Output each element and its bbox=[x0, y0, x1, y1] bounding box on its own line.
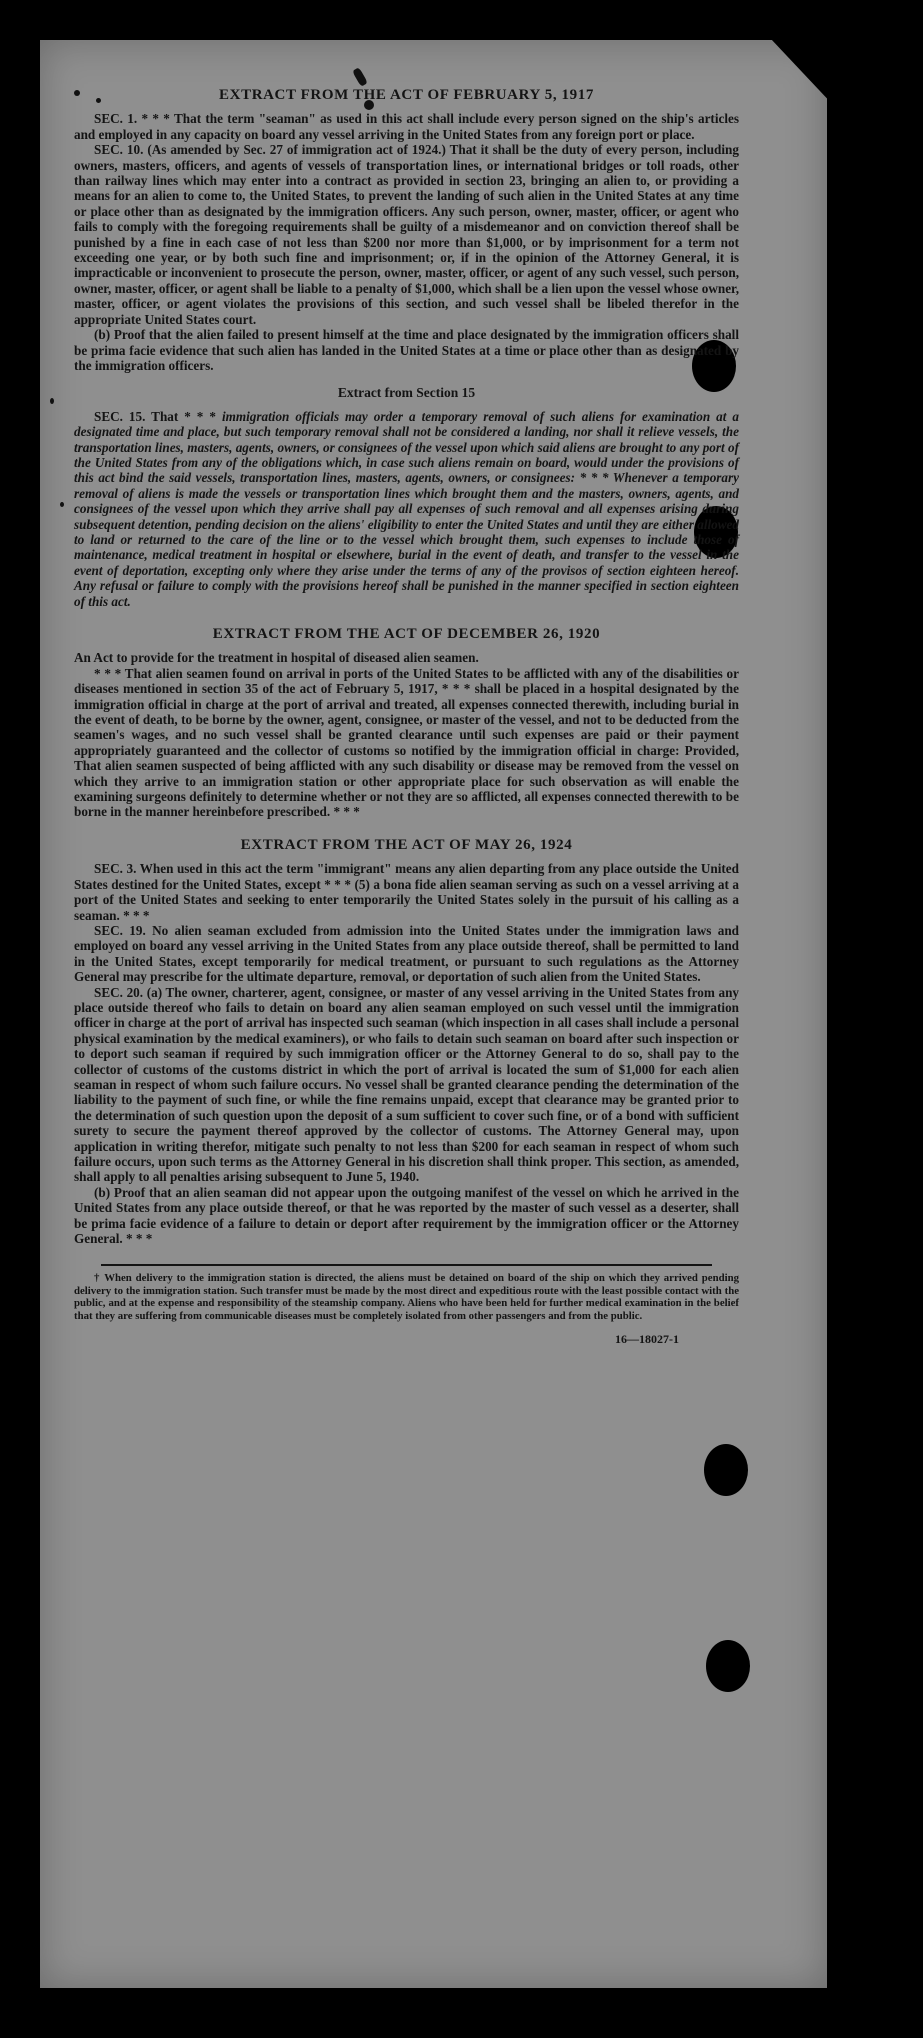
heading-act-1920: EXTRACT FROM THE ACT OF DECEMBER 26, 1920 bbox=[212, 626, 601, 642]
document-text bbox=[74, 88, 739, 1347]
punch-hole bbox=[706, 1640, 750, 1692]
subheading-section-15: Extract from Section 15 bbox=[337, 385, 476, 401]
sec-15-body: immigration officials may order a temporary removal of such aliens for examination at a designated time and place, but such temporary removal shall not be considered a landing, nor shall it relieve vessels, the transportation lines, masters, agents, owners, or consignees of the vessel upon which said aliens are brought to any port of the United States from any of the obligations which, in case such aliens remain on board, would under the provisions of this act bind the said vessels, transportation lines, masters, agents, owners, or consignees: * * * Whenever a temporary removal of aliens is made the vessels or transportation lines which brought them and the masters, owners, agents, and consignees of the vessel upon which they arrive shall pay all expenses of such removal and all expenses arising during subsequent detention, pending decision on the aliens' eligibility to enter the United States and until they are either allowed to land or returned to the care of the line or to the vessel which brought them, such expenses to include those of maintenance, medical treatment in hospital or elsewhere, burial in the event of death, and transfer to the vessel in the event of deportation, excepting only where they arise under the terms of any of the provisos of section eighteen hereof. Any refusal or failure to comply with the provisions hereof shall be punished in the manner specified in section eighteen of this act. bbox=[74, 408, 740, 609]
heading-act-1917: EXTRACT FROM THE ACT OF FEBRUARY 5, 1917 bbox=[219, 87, 594, 103]
footnote-divider bbox=[101, 1264, 713, 1266]
section-act-1924 bbox=[74, 838, 739, 1247]
punch-hole bbox=[704, 1444, 748, 1496]
paragraph-sec-15 bbox=[74, 409, 739, 609]
section-act-1917 bbox=[74, 88, 739, 609]
paragraph-sec-1: SEC. 1. * * * That the term "seaman" as used in this act shall include every person signed on the ship's articles and employed in any capacity on board any vessel arriving in the United States from any foreign port or place. bbox=[74, 111, 739, 142]
sec-15-lead: SEC. 15. That * * * bbox=[94, 408, 216, 424]
paragraph-sec-20: SEC. 20. (a) The owner, charterer, agent, consignee, or master of any vessel arriving in the United States from any place outside thereof who fails to detain on board any alien seaman employed on such vessel until the immigration officer in charge at the port of arrival has inspected such seaman (which inspection in all cases shall include a personal physical examination by the medical examiners), or who fails to detain such seaman on board after such inspection or to deport such seaman if required by such immigration officer or the Attorney General to do so, shall pay to the collector of customs of the customs district in which the port of arrival is located the sum of $1,000 for each alien seaman in respect of whom such failure occurs. No vessel shall be granted clearance pending the determination of the liability to the payment of such fine, or while the fine remains unpaid, except that clearance may be granted prior to the determination of such question upon the deposit of a sum sufficient to cover such fine, or of a bond with sufficient surety to secure the payment thereof approved by the collector of customs. The Attorney General may, upon application in writing therefor, mitigate such penalty to not less than $200 for each seaman in respect of whom such failure occurs, upon such terms as the Attorney General in his discretion shall think proper. This section, as amended, shall apply to all penalties arising subsequent to June 5, 1940. bbox=[74, 984, 739, 1185]
paragraph-sec-20-b: (b) Proof that an alien seaman did not appear upon the outgoing manifest of the vessel on which he arrived in the United States from any place outside thereof, or that he was reported by the master of such vessel as a deserter, shall be prima facie evidence of a failure to detain or deport after requirement by the immigration officer or the Attorney General. * * * bbox=[74, 1184, 739, 1247]
ink-speck bbox=[60, 502, 64, 507]
paragraph-sec-3: SEC. 3. When used in this act the term "immigrant" means any alien departing from any place outside the United States destined for the United States, except * * * (5) a bona fide alien seaman serving as such on a vessel arriving at a port of the United States and seeking to enter temporarily the United States solely in the pursuit of his calling as a seaman. * * * bbox=[74, 861, 739, 923]
heading-act-1924: EXTRACT FROM THE ACT OF MAY 26, 1924 bbox=[240, 836, 573, 853]
ink-speck bbox=[352, 67, 368, 87]
section-act-1920 bbox=[74, 627, 739, 820]
ink-speck bbox=[50, 398, 54, 404]
form-number: 16—18027-1 bbox=[615, 1332, 679, 1347]
footnote: † When delivery to the immigration station is directed, the aliens must be detained on board of the ship on which they arrived pending delivery to the immigration station. Such transfer must be made by the most direct and expeditious route with the least possible contact with the public, and at the expense and responsibility of the steamship company. Aliens who have been held for further medical examination in the belief that they are suffering from communicable diseases must be completely isolated from other passengers and from the public. bbox=[74, 1272, 739, 1322]
paragraph-act-1920-body: * * * That alien seamen found on arrival in ports of the United States to be afflicted with any of the disabilities or diseases mentioned in section 35 of the act of February 5, 1917, * * * shall be placed in a hospital designated by the immigration official in charge at the port of arrival and treated, all expenses connected therewith, including burial in the event of death, to be borne by the owner, agent, consignee, or master of the vessel, and not to be deducted from the seamen's wages, and no such vessel shall be granted clearance until such expenses are paid or their payment appropriately guaranteed and the collector of customs so notified by the immigration official in charge: Provided, That alien seamen suspected of being afflicted with any such disability or disease may be removed from the vessel on which they arrive to an immigration station or other appropriate place for such observation as will enable the examining surgeons definitely to determine whether or not they are so afflicted, all expenses connected therewith to be borne in the manner hereinbefore prescribed. * * * bbox=[74, 665, 739, 820]
paragraph-act-1920-intro: An Act to provide for the treatment in hospital of diseased alien seamen. bbox=[74, 650, 479, 666]
paragraph-sec-10: SEC. 10. (As amended by Sec. 27 of immigration act of 1924.) That it shall be the duty of every person, including owners, masters, officers, and agents of vessels of transportation lines, or international bridges or toll roads, other than railway lines which may enter into a contract as provided in section 23, bringing an alien to, or providing a means for an alien to come to, the United States, to prevent the landing of such alien in the United States at any time or place other than as designated by the immigration officers. Any such person, owner, master, officer, or agent who fails to comply with the foregoing requirements shall be guilty of a misdemeanor and on conviction thereof shall be punished by a fine in each case of not less than $200 nor more than $1,000, or by imprisonment for a term not exceeding one year, or by both such fine and imprisonment; or, if in the opinion of the Attorney General, it is impracticable or inconvenient to prosecute the person, owner, master, officer, or agent of any such vessel, such person, owner, master, officer, or agent shall be liable to a penalty of $1,000, which shall be a lien upon the vessel whose owner, master, officer, or agent violates the provisions of this section, and such vessel shall be libeled therefor in the appropriate United States court. bbox=[74, 142, 739, 327]
paragraph-sec-19: SEC. 19. No alien seaman excluded from admission into the United States under the immigration laws and employed on board any vessel arriving in the United States from any place outside thereof, shall be permitted to land in the United States, except temporarily for medical treatment, or pursuant to such regulations as the Attorney General may prescribe for the ultimate departure, removal, or deportation of such alien from the United States. bbox=[74, 922, 739, 985]
paragraph-sec-10-b: (b) Proof that the alien failed to present himself at the time and place designated by the immigration officers shall be prima facie evidence that such alien has landed in the United States at a time or place other than as designated by the immigration officers. bbox=[74, 327, 739, 373]
